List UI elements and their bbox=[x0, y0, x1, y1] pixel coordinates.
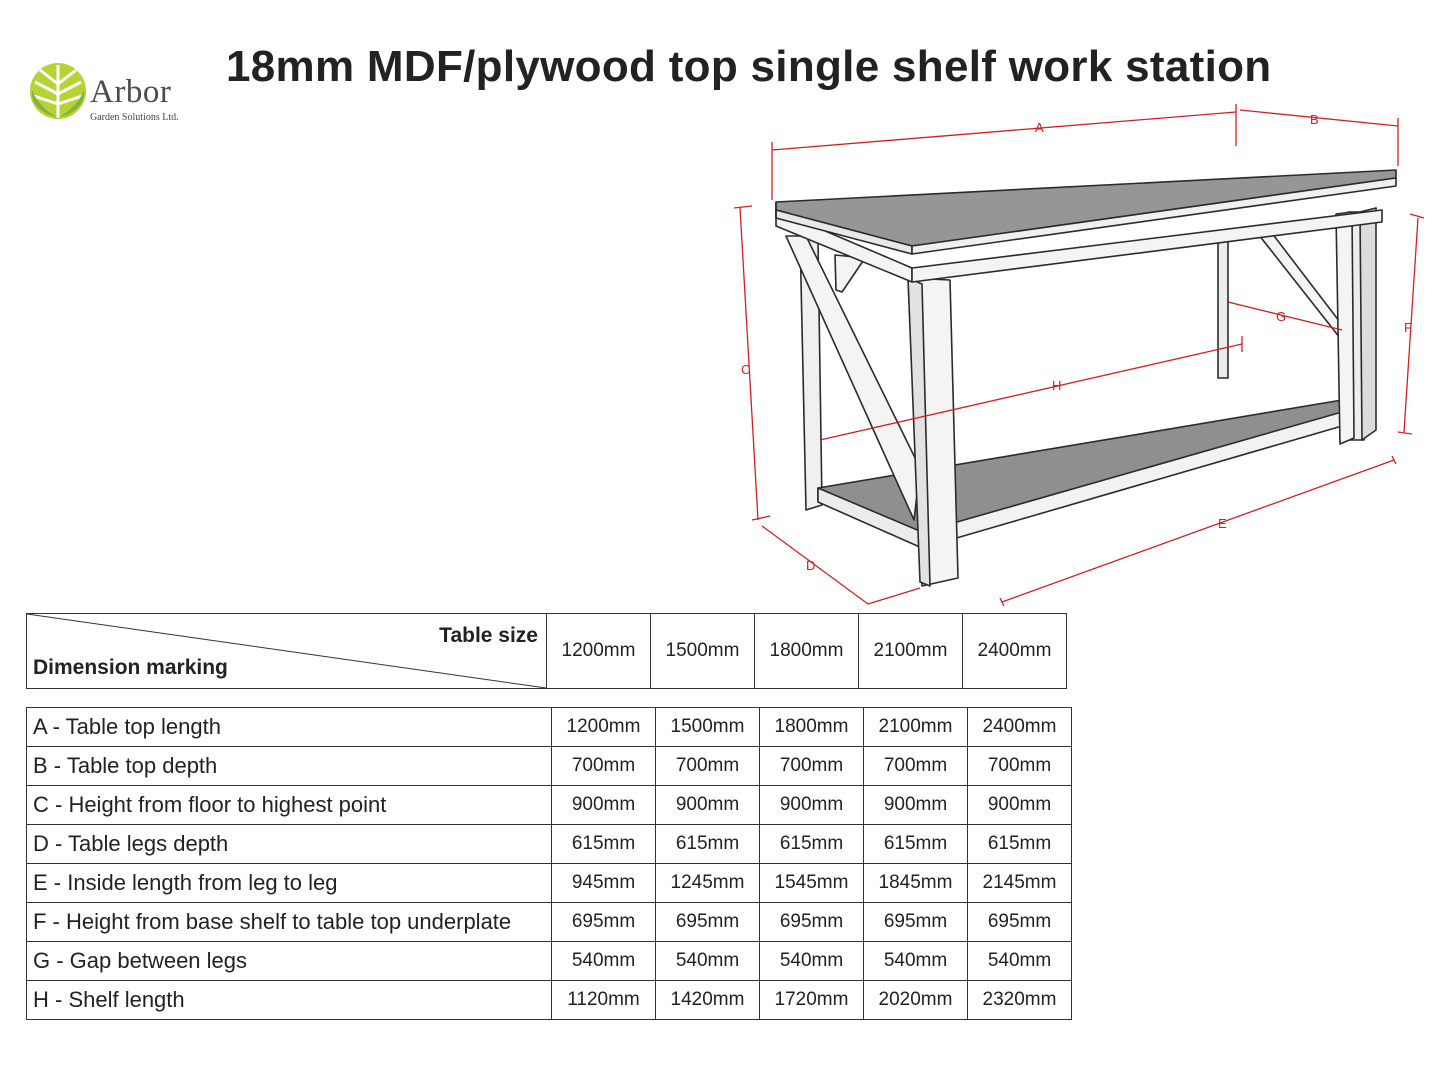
table-row bbox=[27, 942, 1072, 981]
company-logo bbox=[28, 60, 208, 130]
size-header-cell: 2100mm bbox=[859, 614, 963, 689]
dimension-value-cell: 1720mm bbox=[760, 981, 864, 1020]
dimension-value-cell: 615mm bbox=[760, 825, 864, 864]
dimension-label-f: F bbox=[1404, 320, 1412, 335]
dimension-value-cell: 2320mm bbox=[968, 981, 1072, 1020]
dimension-value-cell: 1800mm bbox=[760, 708, 864, 747]
header-diagonal-cell bbox=[27, 614, 547, 689]
size-header-cell: 2400mm bbox=[963, 614, 1067, 689]
dimension-value-cell: 695mm bbox=[760, 903, 864, 942]
table-row bbox=[27, 747, 1072, 786]
dimension-value-cell: 540mm bbox=[864, 942, 968, 981]
logo-wordmark: Arbor bbox=[90, 74, 172, 110]
dimension-value-cell: 900mm bbox=[968, 786, 1072, 825]
dimension-value-cell: 2145mm bbox=[968, 864, 1072, 903]
dimension-value-cell: 695mm bbox=[864, 903, 968, 942]
dimension-value-cell: 695mm bbox=[656, 903, 760, 942]
dimension-marking-label: Dimension marking bbox=[33, 656, 228, 679]
dimension-label-cell: C - Height from floor to highest point bbox=[27, 786, 552, 825]
dimension-value-cell: 540mm bbox=[968, 942, 1072, 981]
dimensions-table bbox=[26, 707, 1072, 1020]
dimension-label-e: E bbox=[1218, 516, 1227, 531]
dimension-value-cell: 695mm bbox=[968, 903, 1072, 942]
dimension-value-cell: 540mm bbox=[656, 942, 760, 981]
dimension-value-cell: 2100mm bbox=[864, 708, 968, 747]
dimension-label-cell: F - Height from base shelf to table top underplate bbox=[27, 903, 552, 942]
dimension-value-cell: 615mm bbox=[656, 825, 760, 864]
size-header-row bbox=[27, 614, 1067, 689]
logo-subtitle: Garden Solutions Ltd. bbox=[90, 112, 179, 123]
dimension-value-cell: 615mm bbox=[968, 825, 1072, 864]
workbench-diagram bbox=[720, 100, 1440, 610]
dimension-value-cell: 700mm bbox=[656, 747, 760, 786]
dimension-label-c: C bbox=[741, 362, 751, 377]
dimension-label-cell: H - Shelf length bbox=[27, 981, 552, 1020]
dimension-label-h: H bbox=[1052, 378, 1062, 393]
dimension-label-cell: B - Table top depth bbox=[27, 747, 552, 786]
dimension-value-cell: 2400mm bbox=[968, 708, 1072, 747]
dimension-value-cell: 900mm bbox=[864, 786, 968, 825]
dimension-value-cell: 700mm bbox=[864, 747, 968, 786]
table-row bbox=[27, 981, 1072, 1020]
table-row bbox=[27, 825, 1072, 864]
table-row bbox=[27, 864, 1072, 903]
dimension-value-cell: 615mm bbox=[552, 825, 656, 864]
dimension-value-cell: 1500mm bbox=[656, 708, 760, 747]
dimension-value-cell: 900mm bbox=[760, 786, 864, 825]
dimension-label-b: B bbox=[1310, 112, 1319, 127]
dimension-value-cell: 1245mm bbox=[656, 864, 760, 903]
dimension-label-d: D bbox=[806, 558, 816, 573]
dimension-label-cell: G - Gap between legs bbox=[27, 942, 552, 981]
table-row bbox=[27, 708, 1072, 747]
table-row bbox=[27, 903, 1072, 942]
dimension-label-cell: A - Table top length bbox=[27, 708, 552, 747]
dimension-value-cell: 1120mm bbox=[552, 981, 656, 1020]
dimension-value-cell: 1845mm bbox=[864, 864, 968, 903]
table-size-label: Table size bbox=[439, 624, 538, 647]
page-title: 18mm MDF/plywood top single shelf work station bbox=[226, 42, 1272, 91]
dimension-value-cell: 2020mm bbox=[864, 981, 968, 1020]
dimension-value-cell: 900mm bbox=[552, 786, 656, 825]
size-header-cell: 1800mm bbox=[755, 614, 859, 689]
dimension-value-cell: 1420mm bbox=[656, 981, 760, 1020]
dimension-value-cell: 700mm bbox=[552, 747, 656, 786]
dimension-value-cell: 615mm bbox=[864, 825, 968, 864]
dimension-value-cell: 700mm bbox=[968, 747, 1072, 786]
dimension-value-cell: 540mm bbox=[760, 942, 864, 981]
dimension-label-cell: E - Inside length from leg to leg bbox=[27, 864, 552, 903]
header-diagonal bbox=[27, 614, 546, 688]
dimension-value-cell: 900mm bbox=[656, 786, 760, 825]
dimension-value-cell: 1545mm bbox=[760, 864, 864, 903]
dimension-value-cell: 1200mm bbox=[552, 708, 656, 747]
size-header-table bbox=[26, 613, 1067, 689]
dimension-label-a: A bbox=[1035, 120, 1044, 135]
leaf-logo-icon bbox=[28, 60, 90, 122]
table-row bbox=[27, 786, 1072, 825]
dimension-value-cell: 945mm bbox=[552, 864, 656, 903]
dimension-value-cell: 540mm bbox=[552, 942, 656, 981]
workbench-drawing bbox=[776, 170, 1396, 586]
dimension-value-cell: 695mm bbox=[552, 903, 656, 942]
size-header-cell: 1200mm bbox=[547, 614, 651, 689]
size-header-cell: 1500mm bbox=[651, 614, 755, 689]
dimension-label-cell: D - Table legs depth bbox=[27, 825, 552, 864]
dimension-label-g: G bbox=[1276, 309, 1287, 324]
dimension-value-cell: 700mm bbox=[760, 747, 864, 786]
